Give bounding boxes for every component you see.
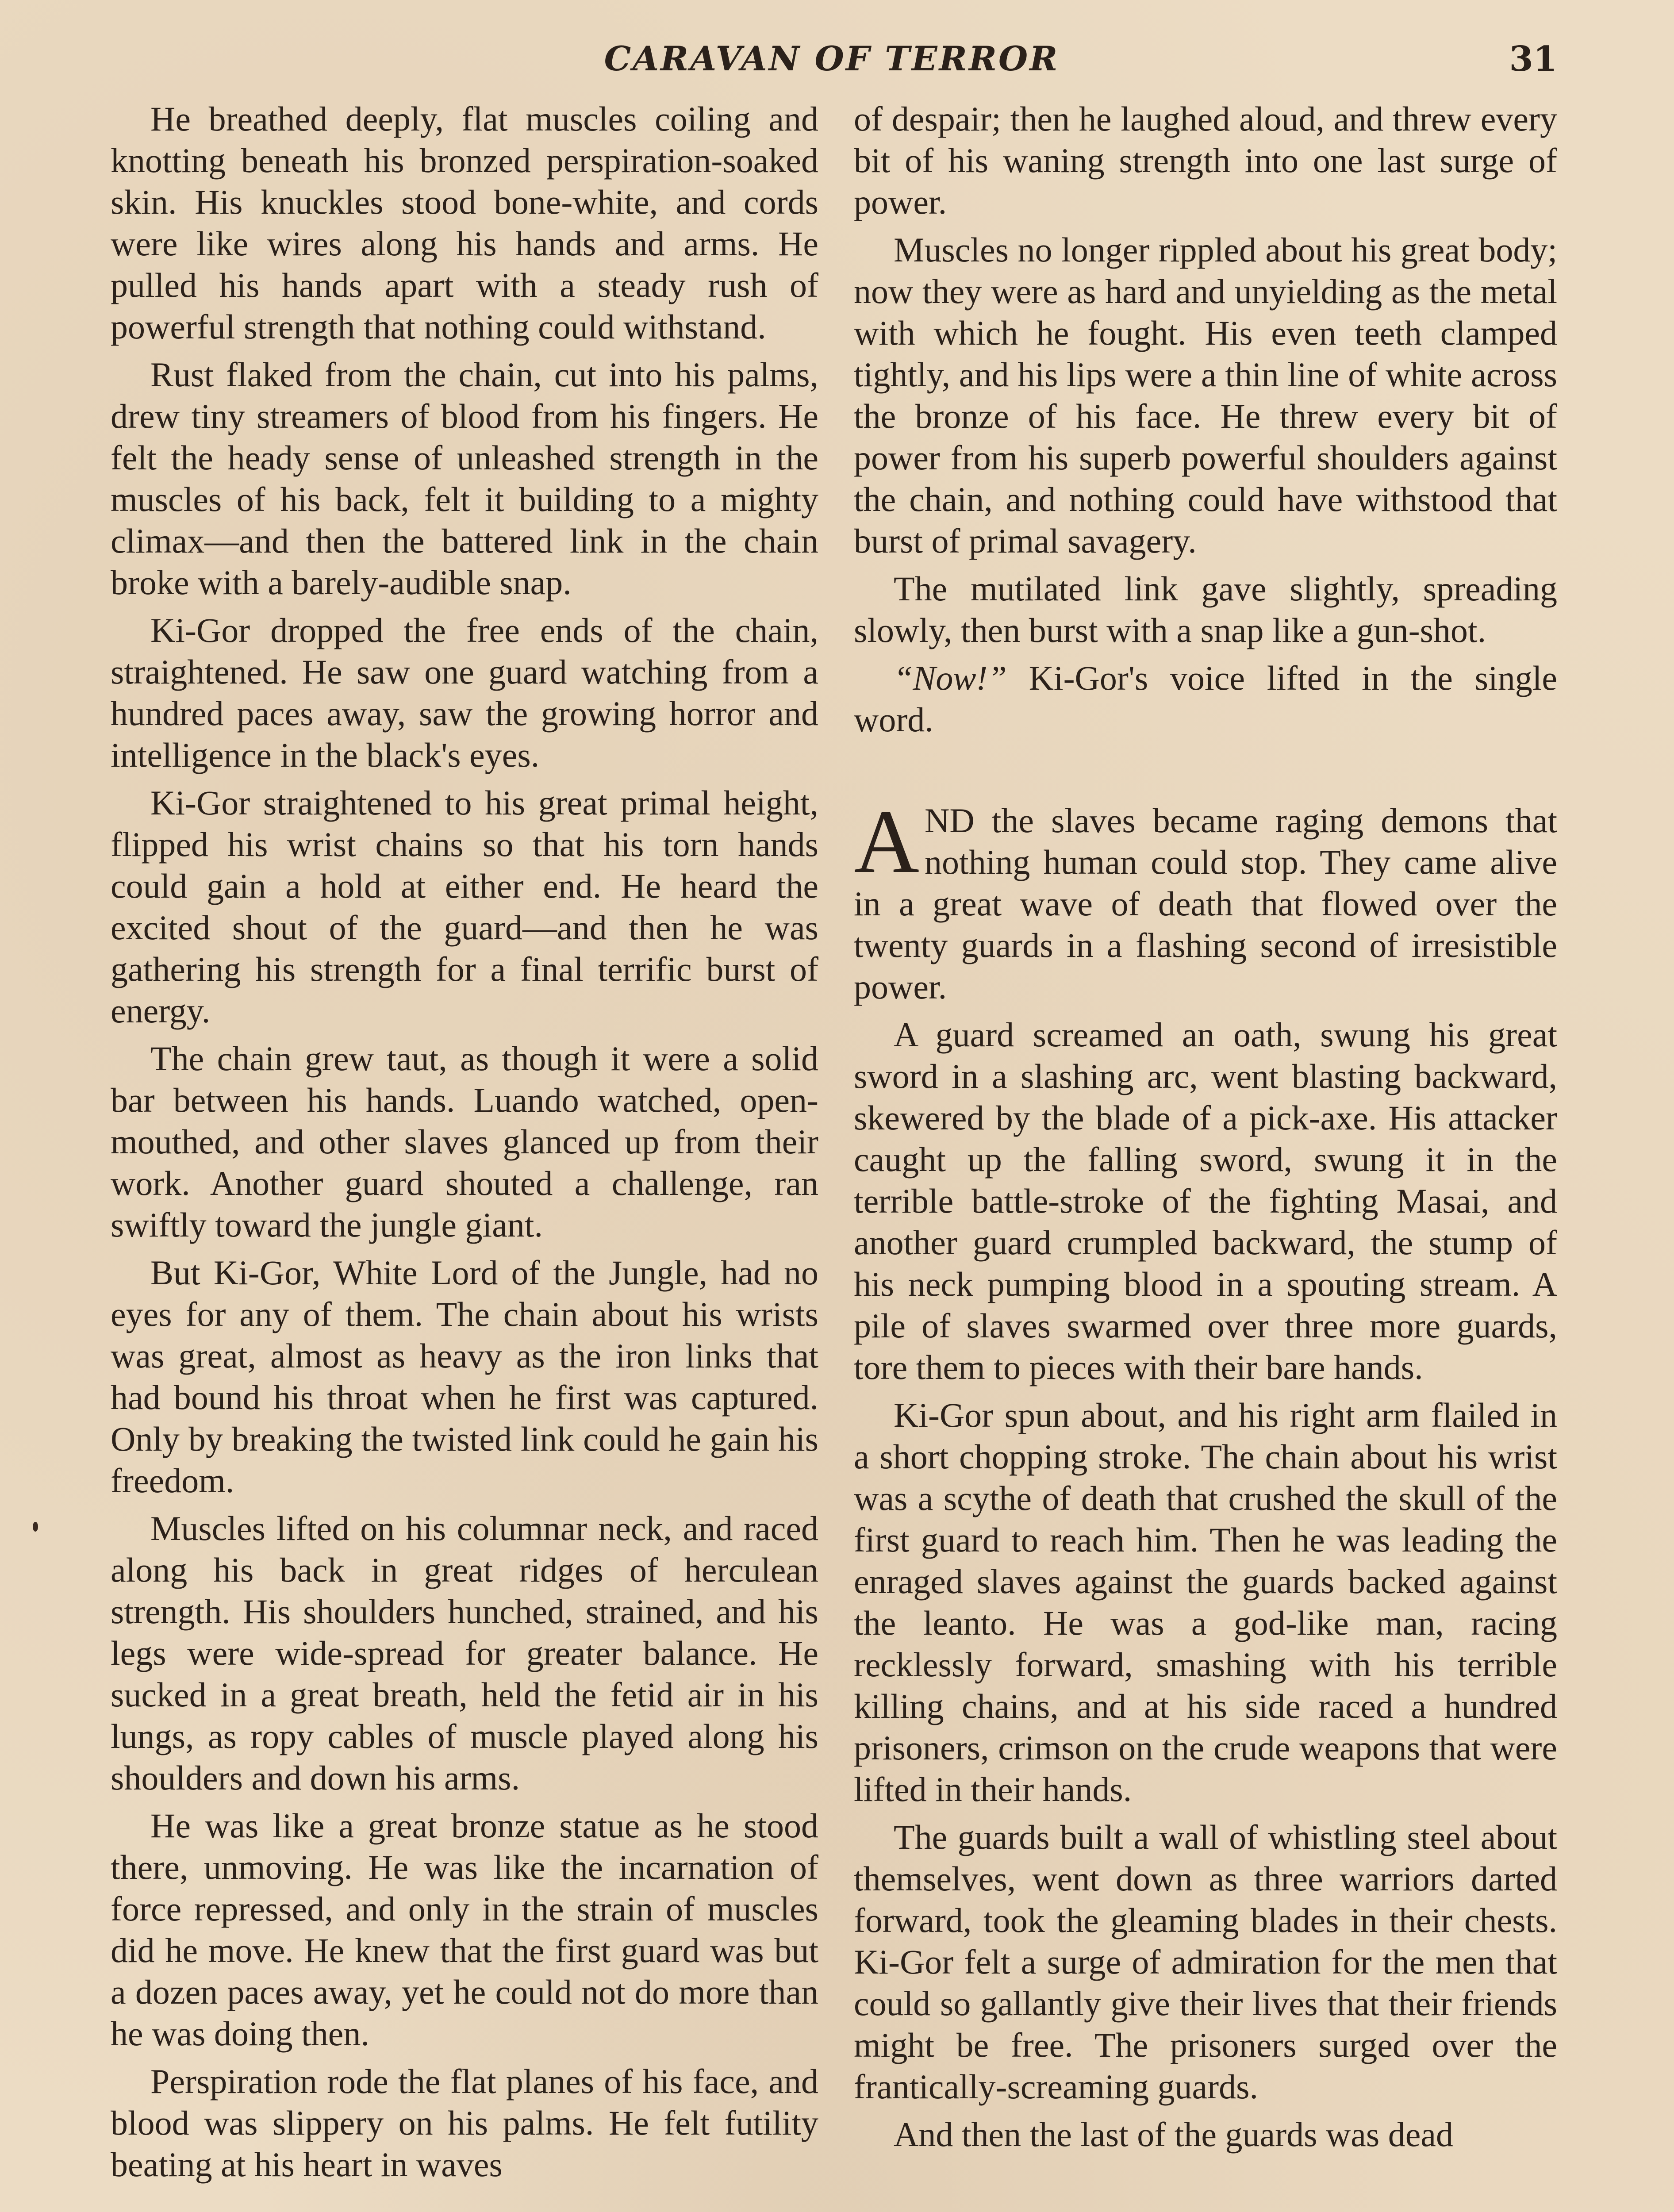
right-column (854, 98, 1557, 2162)
paragraph: The guards built a wall of whistling steel about themselves, went down as three warriors darted forward, took the gleaming blades in their chests. Ki-Gor felt a surge of admiration for the men that could so gallantly give their lives that their friends might be free. The prisoners surged over the frantically-screaming guards. (854, 1818, 1557, 2106)
paragraph: Ki-Gor dropped the free ends of the chain, straightened. He saw one guard watching from a hundred paces away, saw the growing horror and intelligence in the black's eyes. (111, 611, 818, 774)
paragraph: Rust flaked from the chain, cut into his palms, drew tiny streamers of blood from his fingers. He felt the heady sense of unleashed strength in the muscles of his back, felt it building to a mighty climax—and then the battered link in the chain broke with a barely-audible snap. (111, 355, 818, 602)
paragraph: A guard screamed an oath, swung his great sword in a slashing arc, went blasting backward, skewered by the blade of a pick-axe. His attacker caught up the falling sword, swung it in the terrible battle-stroke of the fighting Masai, and another guard crumpled backward, the stump of his neck pumping blood in a spouting stream. A pile of slaves swarmed over three more guards, tore them to pieces with their bare hands. (854, 1015, 1557, 1386)
dialogue-paragraph (854, 657, 1557, 741)
paragraph: The mutilated link gave slightly, spreading slowly, then burst with a snap like a gun-shot. (854, 569, 1557, 649)
page-number: 31 (1509, 39, 1557, 79)
paragraph: The chain grew taut, as though it were a solid bar between his hands. Luando watched, open-mouthed, and other slaves glanced up from their work. Another guard shouted a challenge, ran swiftly toward the jungle giant. (111, 1039, 818, 1244)
paragraph: Perspiration rode the flat planes of his face, and blood was slippery on his palms. He felt futility beating at his heart in waves (111, 2062, 818, 2184)
ink-speck (33, 1522, 38, 1532)
paragraph: Muscles lifted on his columnar neck, and raced along his back in great ridges of herculean strength. His shoulders hunched, strained, and his legs were wide-spread for greater balance. He sucked in a great breath, held the fetid air in his lungs, as ropy cables of muscle played along his shoulders and down his arms. (111, 1509, 818, 1797)
exclamation-now: “Now!” (894, 659, 1007, 697)
running-title: CARAVAN OF TERROR (604, 39, 1060, 78)
section-opening-text: ND the slaves became raging demons that nothing human could stop. They came alive in a great wave of death that flowed over the twenty guards in a flashing second of irresistible power. (854, 801, 1557, 1006)
left-column (111, 98, 818, 2192)
last-line: And then the last of the guards was dead (894, 2115, 1453, 2154)
paragraph: Muscles no longer rippled about his great body; now they were as hard and unyielding as the metal with which he fought. His even teeth clamped tightly, and his lips were a thin line of white across the bronze of his face. He threw every bit of power from his superb powerful shoulders against the chain, and nothing could have withstood that burst of primal savagery. (854, 230, 1557, 560)
paragraph: Ki-Gor spun about, and his right arm flailed in a short chopping stroke. The chain about his wrist was a scythe of death that crushed the skull of the first guard to reach him. Then he was leading the enraged slaves against the guards backed against the leanto. He was a god-like man, racing recklessly forward, smashing with his terrible killing chains, and at his side raced a hundred prisoners, crimson on the crude weapons that were lifted in their hands. (854, 1396, 1557, 1809)
page-header (106, 39, 1557, 92)
section-break (854, 747, 1557, 800)
dialogue-rest: Ki-Gor's voice lifted in the single word. (854, 659, 1557, 739)
paragraph: He was like a great bronze statue as he stood there, unmoving. He was like the incarnation of force repressed, and only in the strain of muscles did he move. He knew that the first guard was but a dozen paces away, yet he could not do more than he was doing then. (111, 1806, 818, 2053)
drop-cap: A (854, 791, 920, 892)
paragraph: He breathed deeply, flat muscles coiling and knotting beneath his bronzed perspiration-soaked skin. His knuckles stood bone-white, and cords were like wires along his hands and arms. He pulled his hands apart with a steady rush of powerful strength that nothing could withstand. (111, 100, 818, 346)
paragraph: But Ki-Gor, White Lord of the Jungle, had no eyes for any of them. The chain about his wrists was great, almost as heavy as the iron links that had bound his throat when he first was captured. Only by breaking the twisted link could he gain his freedom. (111, 1253, 818, 1500)
continued-paragraph: of despair; then he laughed aloud, and threw every bit of his waning strength into one last surge of power. (854, 100, 1557, 221)
paragraph: Ki-Gor straightened to his great primal height, flipped his wrist chains so that his torn hands could gain a hold at either end. He heard the excited shout of the guard—and then he was gathering his strength for a final terrific burst of energy. (111, 783, 818, 1030)
section-opening-paragraph (854, 791, 1557, 1008)
